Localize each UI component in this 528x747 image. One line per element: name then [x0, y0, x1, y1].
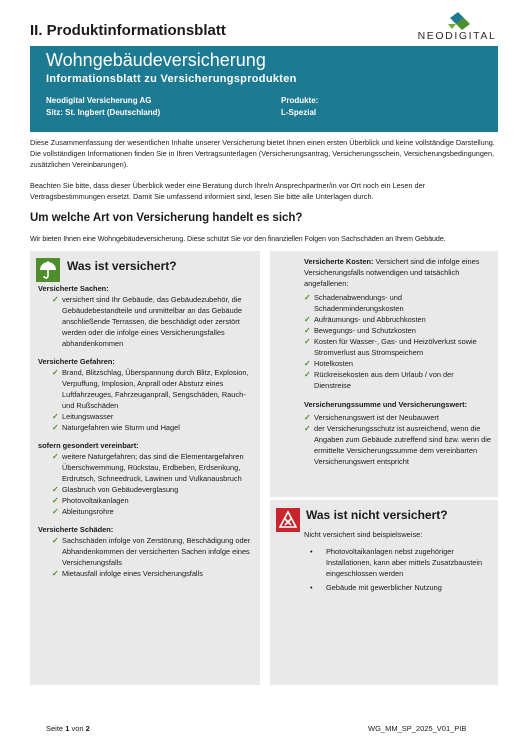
intro-paragraph-2: Beachten Sie bitte, dass dieser Überblick weder eine Beratung durch Ihre/n Ansprechpartner/in vor Ort noch ein Lesen der Vertragsbestimmungen ersetzt. Damit Sie umfassend informiert sind, lesen Sie bitte alle Unterlagen durch.	[30, 181, 426, 201]
check-icon: ✓	[304, 359, 311, 368]
list-item: ✓ Leitungswasser	[52, 412, 114, 421]
bullet-icon: •	[310, 547, 313, 556]
check-icon: ✓	[304, 370, 311, 379]
check-icon: ✓	[52, 507, 59, 516]
insured-damages-label: Versicherte Schäden:	[38, 525, 114, 534]
costs-intro: Versichert sind die infolge eines Versicherungsfalls notwendigen und tatsächlich angefallenen:	[304, 257, 480, 288]
list-item: ✓ Hotelkosten	[304, 359, 354, 368]
check-icon: ✓	[52, 496, 59, 505]
list-item: ✓ Mietausfall infolge eines Versicherungsfalls	[52, 569, 203, 578]
insured-items-label: Versicherte Sachen:	[38, 284, 109, 293]
check-icon: ✓	[304, 424, 311, 433]
product-name: L-Spezial	[281, 108, 317, 117]
section-heading: Um welche Art von Versicherung handelt es sich?	[30, 212, 303, 224]
check-icon: ✓	[304, 315, 311, 324]
logo-text: NEODIGITAL	[417, 30, 497, 42]
not-covered-panel	[270, 500, 498, 685]
list-item: ✓ Aufräumungs- und Abbruchkosten	[304, 315, 426, 324]
banner-subtitle: Informationsblatt zu Versicherungsprodukten	[46, 73, 297, 85]
list-item: ✓ Naturgefahren wie Sturm und Hagel	[52, 423, 180, 432]
not-covered-intro: Nicht versichert sind beispielsweise:	[304, 530, 423, 539]
products-label: Produkte:	[281, 96, 319, 105]
banner-title: Wohngebäudeversicherung	[46, 50, 266, 70]
check-icon: ✓	[304, 326, 311, 335]
bullet-icon: •	[310, 583, 313, 592]
check-icon: ✓	[52, 368, 59, 377]
check-icon: ✓	[304, 413, 311, 422]
page-header-title: II. Produktinformationsblatt	[30, 22, 226, 39]
list-item: ✓ Brand, Blitzschlag, Überspannung durch Blitz, Explosion, Verpuffung, Implosion, Anprall oder Absturz eines Luftfahrzeuges, Fahrzeuganprall, Sengschäden, Rauch- und Rußschäden	[52, 368, 249, 410]
insurer-seat: Sitz: St. Ingbert (Deutschland)	[46, 108, 161, 117]
insurer-name: Neodigital Versicherung AG	[46, 96, 152, 105]
list-item: ✓ Bewegungs- und Schutzkosten	[304, 326, 416, 335]
costs-label: Versicherte Kosten:	[304, 257, 374, 266]
list-item: ✓ Rückreisekosten aus dem Urlaub / von der Dienstreise	[304, 370, 454, 390]
intro-paragraph-1: Diese Zusammenfassung der wesentlichen Inhalte unserer Versicherung bietet Ihnen einen ersten Überblick und keine vollständige Darstellung. Die vollständigen Informationen finden Sie in Ihren Vertragsunterlagen (Versicherungsantrag, Versicherungsschein, Versicherungsbedingungen, zusätzlichen Vereinbarungen).	[30, 138, 495, 169]
covered-title: Was ist versichert?	[67, 259, 177, 273]
check-icon: ✓	[52, 485, 59, 494]
list-item: ✓ Ableitungsrohre	[52, 507, 114, 516]
logo-mark-icon	[412, 10, 502, 32]
document-id: WG_MM_SP_2025_V01_PIB	[368, 724, 467, 733]
check-icon: ✓	[52, 423, 59, 432]
not-covered-title: Was ist nicht versichert?	[306, 508, 448, 522]
warning-cross-icon	[276, 508, 300, 532]
check-icon: ✓	[52, 452, 59, 461]
list-item: ✓ weitere Naturgefahren; das sind die Elementargefahren Überschwemmung, Rückstau, Erdbeben, Erdsenkung, Erdrutsch, Schneedruck, Lawinen und Vulkanausbruch	[52, 452, 244, 483]
neodigital-logo	[412, 10, 502, 46]
list-item: ✓ Glasbruch von Gebäudeverglasung	[52, 485, 179, 494]
check-icon: ✓	[304, 337, 311, 346]
list-item: ✓ der Versicherungsschutz ist ausreichend, wenn die Angaben zum Gebäude zutreffend sind bzw. wenn die ermittelte Versicherungssumme dem vereinbarten Versicherungswert entspricht	[304, 424, 491, 466]
product-banner	[30, 46, 498, 132]
section-lead: Wir bieten Ihnen eine Wohngebäudeversicherung. Diese schützt Sie vor den finanziellen Folgen von Sachschäden an Ihrem Gebäude.	[30, 234, 446, 243]
sum-insured-label: Versicherungssumme und Versicherungswert:	[304, 400, 468, 409]
covered-panel	[30, 251, 260, 685]
list-item: ✓ Schadenabwendungs- und Schadenminderungskosten	[304, 293, 404, 313]
list-item: ✓ Kosten für Wasser-, Gas- und Heizölverlust sowie Stromverlust aus Stromspeichern	[304, 337, 477, 357]
list-item: ✓ Versicherungswert ist der Neubauwert	[304, 413, 439, 422]
check-icon: ✓	[304, 293, 311, 302]
insured-perils-label: Versicherte Gefahren:	[38, 357, 115, 366]
list-item: ✓ versichert sind Ihr Gebäude, das Gebäudezubehör, die Gebäudebestandteile und unmittelbar an das Gebäude anschließende Terrassen, die beschädigt oder zerstört werden oder die infolge eines Versicherungsfalles abhandenkommen	[52, 295, 242, 348]
list-item: • Photovoltaikanlagen nebst zugehöriger Installationen, kann aber mittels Zusatzbaustein eingeschlossen werden	[304, 546, 492, 579]
check-icon: ✓	[52, 412, 59, 421]
page-number: Seite 1 von 2	[46, 724, 90, 733]
check-icon: ✓	[52, 295, 59, 304]
check-icon: ✓	[52, 569, 59, 578]
list-item: ✓ Sachschäden infolge von Zerstörung, Beschädigung oder Abhandenkommen der versicherten Sachen infolge eines Versicherungsfalls	[52, 536, 251, 567]
list-item: ✓ Photovoltaikanlagen	[52, 496, 129, 505]
list-item: • Gebäude mit gewerblicher Nutzung	[304, 582, 492, 593]
optional-label: sofern gesondert vereinbart:	[38, 441, 139, 450]
costs-panel	[270, 251, 498, 497]
check-icon: ✓	[52, 536, 59, 545]
